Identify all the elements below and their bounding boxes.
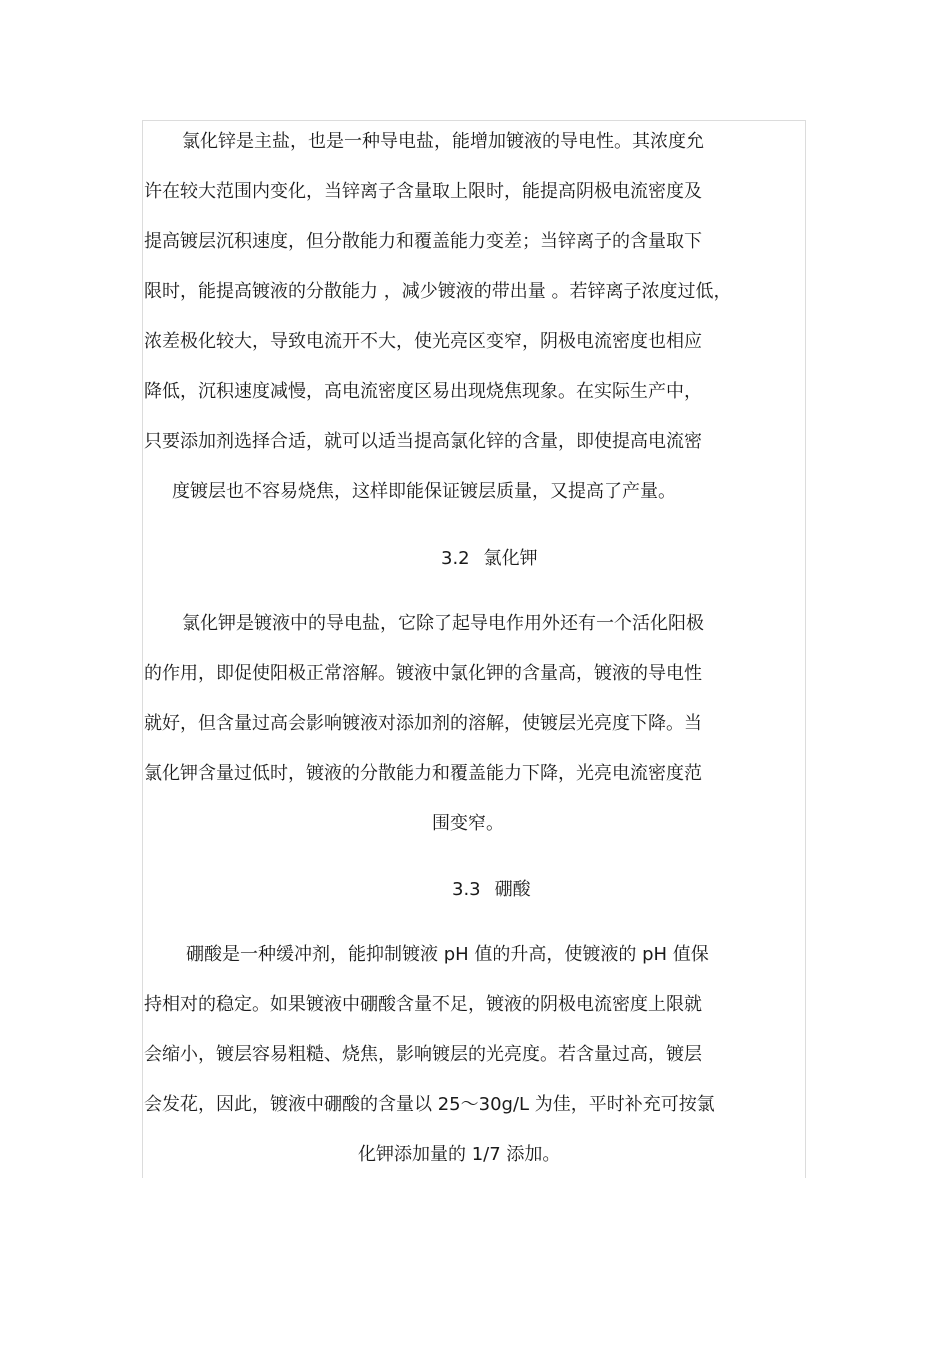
text-line: 会发花，因此，镀液中硼酸的含量以 25～30g/L 为佳，平时补充可按氯	[144, 1094, 715, 1115]
text-line: 的作用，即促使阳极正常溶解。镀液中氯化钾的含量高，镀液的导电性	[144, 663, 702, 684]
text-line: 降低，沉积速度减慢，高电流密度区易出现烧焦现象。在实际生产中，	[144, 381, 702, 402]
text-line: 氯化钾含量过低时，镀液的分散能力和覆盖能力下降，光亮电流密度范	[144, 763, 702, 784]
text-line: 会缩小，镀层容易粗糙、烧焦，影响镀层的光亮度。若含量过高，镀层	[144, 1044, 702, 1065]
section-title: 硼酸	[494, 879, 531, 900]
text-line: 限时，能提高镀液的分散能力 ，减少镀液的带出量 。若锌离子浓度过低，	[144, 281, 732, 302]
section-number: 3.2	[441, 548, 470, 569]
text-line: 化钾添加量的 1/7 添加。	[358, 1144, 561, 1165]
text-line: 只要添加剂选择合适，就可以适当提高氯化锌的含量，即使提高电流密	[144, 431, 702, 452]
text-line: 硼酸是一种缓冲剂，能抑制镀液 pH 值的升高，使镀液的 pH 值保	[186, 944, 709, 965]
text-line: 提高镀层沉积速度，但分散能力和覆盖能力变差；当锌离子的含量取下	[144, 231, 702, 252]
section-heading-3-3	[452, 878, 531, 902]
text-line: 浓差极化较大，导致电流开不大，使光亮区变窄，阴极电流密度也相应	[144, 331, 702, 352]
section-heading-3-2	[441, 547, 538, 571]
text-line: 度镀层也不容易烧焦，这样即能保证镀层质量，又提高了产量。	[172, 481, 676, 502]
text-line: 就好，但含量过高会影响镀液对添加剂的溶解，使镀层光亮度下降。当	[144, 713, 702, 734]
text-line: 围变窄。	[432, 813, 504, 834]
text-line: 氯化锌是主盐，也是一种导电盐，能增加镀液的导电性。其浓度允	[182, 131, 704, 152]
text-line: 氯化钾是镀液中的导电盐，它除了起导电作用外还有一个活化阳极	[182, 613, 704, 634]
text-line: 持相对的稳定。如果镀液中硼酸含量不足，镀液的阴极电流密度上限就	[144, 994, 702, 1015]
page-frame	[142, 120, 806, 1178]
section-number: 3.3	[452, 879, 481, 900]
text-line: 许在较大范围内变化，当锌离子含量取上限时，能提高阴极电流密度及	[144, 181, 702, 202]
section-title: 氯化钾	[483, 548, 538, 569]
